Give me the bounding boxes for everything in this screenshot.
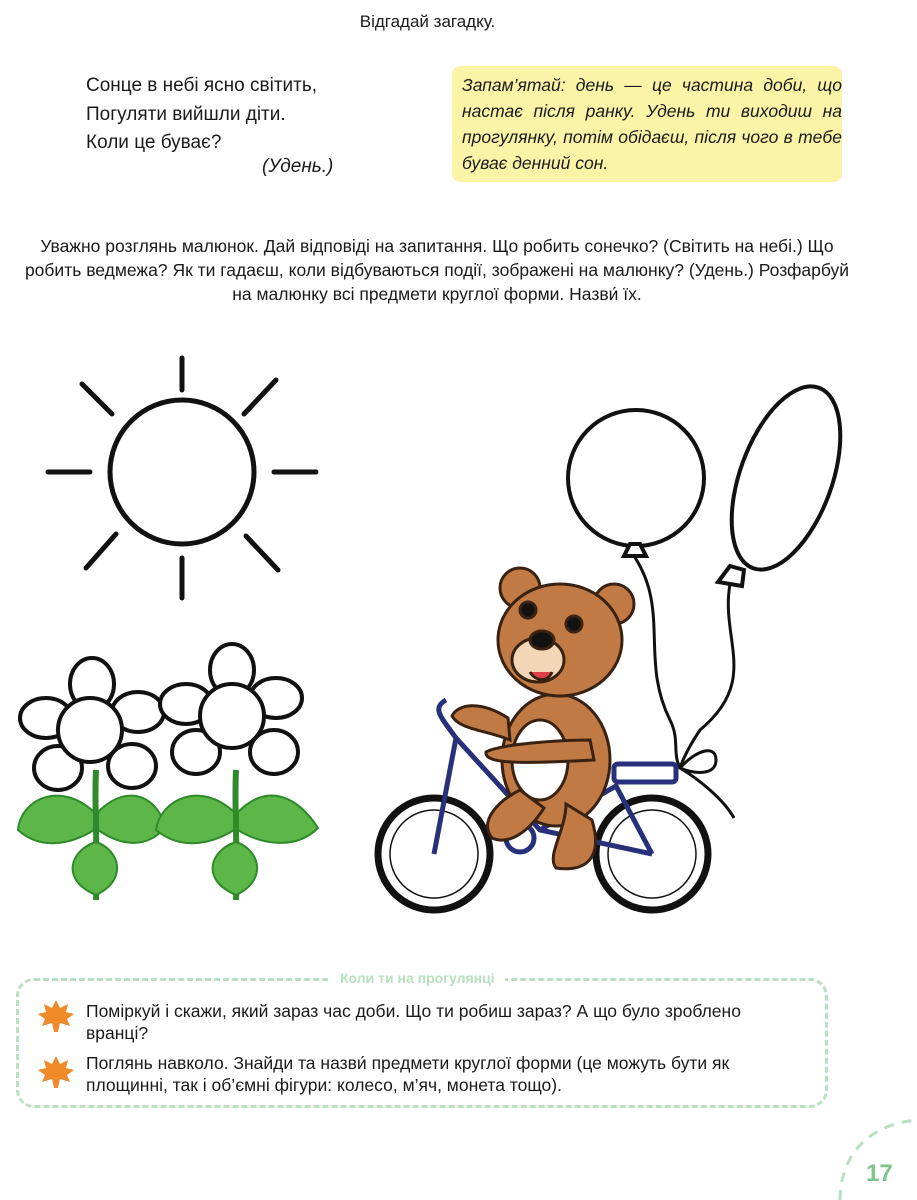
coloring-illustration (0, 330, 917, 930)
maple-leaf-icon (36, 1054, 76, 1090)
balloon-icon (710, 372, 862, 586)
riddle-line: Погуляти вийшли діти. (86, 103, 286, 125)
riddle-text (86, 72, 317, 158)
remember-text: Запам’ятай: день — це частина доби, що настає після ранку. Удень ти виходиш на прогулянку, потім обідаєш, після чого в тебе буває денний сон. (462, 75, 842, 173)
walk-tip: Поглянь навколо. Знайди та назви́ предмети круглої форми (це можуть бути як площинні, так і об’ємні фігури: колесо, м’яч, монета тощо). (86, 1053, 730, 1095)
maple-leaf-icon (36, 998, 76, 1034)
riddle-line: Коли це буває? (86, 132, 222, 153)
instructions-text: Уважно розглянь малюнок. Дай відповіді на запитання. Що робить сонечко? (Світить на небі.) Що робить ведмежа? Як ти гадаєш, коли відбуваються події, зображені на малюнку? (Удень.) Розфарбуй на малюнку всі предмети круглої форми. Назви́ їх. (24, 236, 850, 304)
remember-note (452, 66, 842, 182)
flower-icon (156, 644, 318, 900)
sun-icon (48, 358, 316, 598)
riddle-line: Сонце в небі ясно світить, (86, 75, 318, 96)
balloon-icon (568, 410, 704, 556)
walk-tip: Поміркуй і скажи, який зараз час доби. Що ти робиш зараз? А що було зроблено вранці? (86, 1001, 741, 1043)
page-title: Відгадай загадку. (359, 12, 496, 31)
flower-icon (18, 658, 165, 900)
walk-heading: Коли ти на прогулянці (330, 970, 505, 986)
riddle-answer: (Удень.) (262, 156, 334, 177)
balloon-strings (634, 556, 734, 818)
page-number: 17 (866, 1160, 893, 1187)
